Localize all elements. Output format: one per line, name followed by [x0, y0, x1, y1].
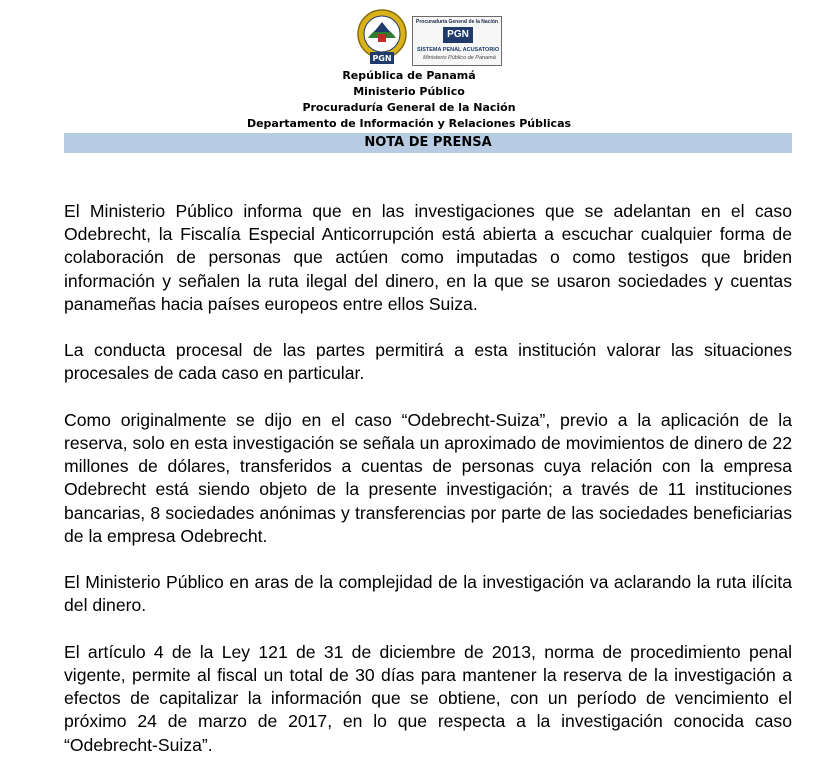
- paragraph: Como originalmente se dijo en el caso “Odebrecht-Suiza”, previo a la aplicación de la reserva, solo en esta investigación se señala un aproximado de movimientos de dinero de 22 millones de dólares, transferidos a cuentas de personas cuya relación con la empresa Odebrecht está siendo objeto de la presente investigación; a través de 11 instituciones bancarias, 8 sociedades anónimas y transferencias por parte de las sociedades beneficiarias de la empresa Odebrecht.: [64, 409, 792, 546]
- paragraph: El Ministerio Público informa que en las investigaciones que se adelantan en el caso Odebrecht, la Fiscalía Especial Anticorrupción está abierta a escuchar cualquier forma de colaboración de personas que actúen como imputadas o como testigos que briden información y señalen la ruta ilegal del dinero, en la que se usaron sociedades y cuentas panameñas hacia países europeos entre ellos Suiza.: [64, 201, 792, 314]
- pgn-seal-logo: [356, 8, 408, 68]
- press-release-banner: NOTA DE PRENSA: [64, 133, 792, 153]
- press-release-body: [64, 200, 792, 780]
- paragraph: La conducta procesal de las partes permitirá a esta institución valorar las situaciones procesales de cada caso en particular.: [64, 340, 792, 384]
- paragraph: El Ministerio Público en aras de la complejidad de la investigación va aclarando la ruta ilícita del dinero.: [64, 572, 792, 616]
- spa-logo-line1: SISTEMA PENAL ACUSATORIO: [417, 47, 500, 53]
- seal-text: PGN: [372, 54, 392, 63]
- spa-logo-header: Procuraduría General de la Nación: [416, 19, 498, 25]
- paragraph: El artículo 4 de la Ley 121 de 31 de diciembre de 2013, norma de procedimiento penal vigente, permite al fiscal un total de 30 días para mantener la reserva de la investigación a efectos de capitalizar la información que se obtiene, con un período de vencimiento el próximo 24 de marzo de 2017, en lo que respecta a la investigación conocida caso “Odebrecht-Suiza”.: [64, 641, 792, 755]
- header-procuraduria: Procuraduría General de la Nación: [302, 101, 516, 114]
- header-country: República de Panamá: [342, 69, 476, 82]
- sistema-penal-acusatorio-logo: [412, 16, 502, 66]
- spa-logo-line2: Ministerio Público de Panamá: [423, 55, 496, 61]
- header-ministry: Ministerio Público: [353, 85, 465, 98]
- header-logos: [356, 8, 504, 70]
- header-department: Departamento de Información y Relaciones Públicas: [246, 117, 572, 130]
- spa-logo-badge: PGN: [443, 27, 473, 43]
